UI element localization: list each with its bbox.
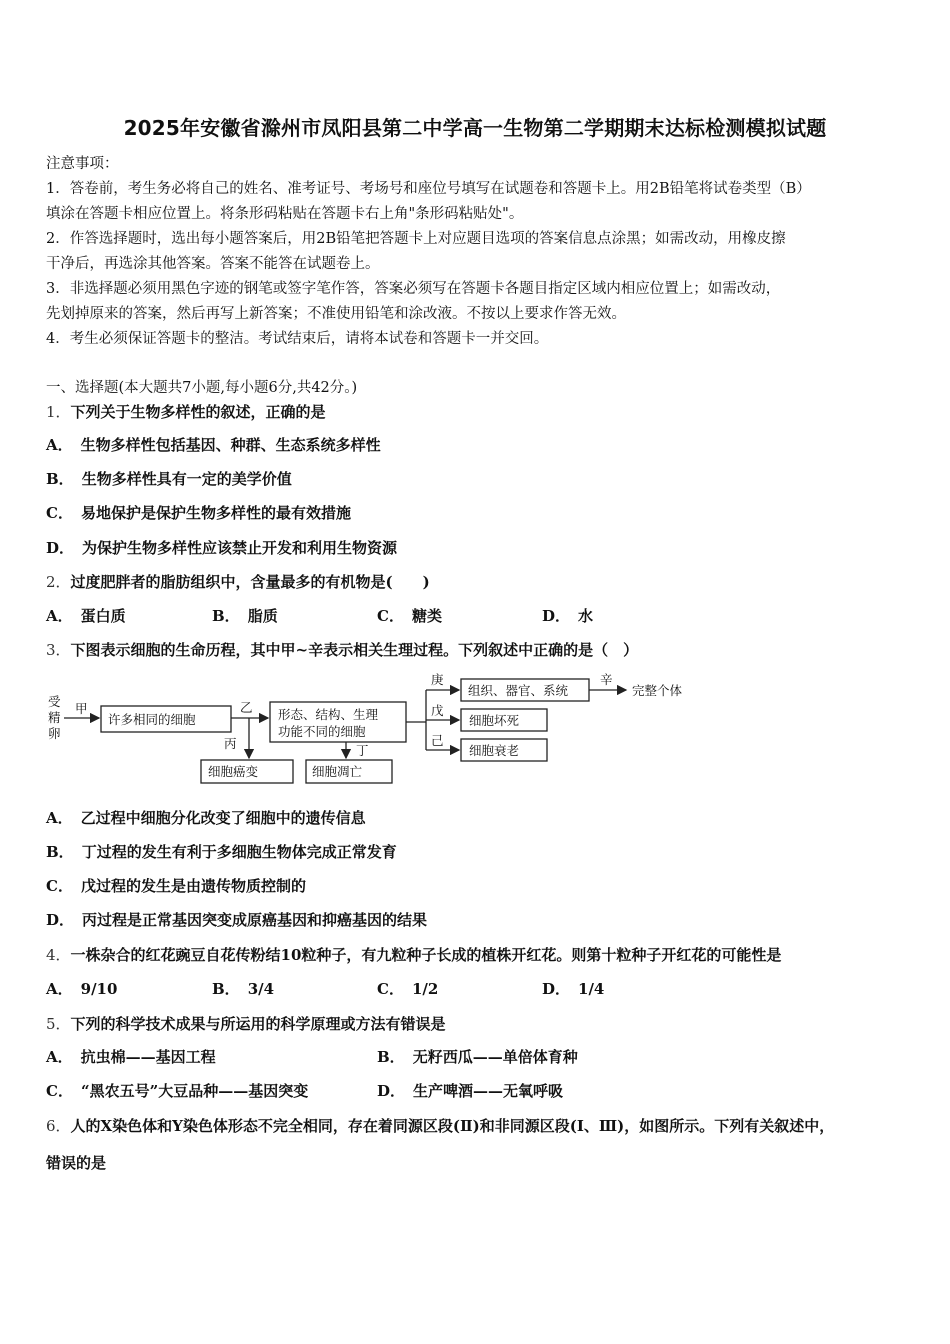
option-text: 生产啤酒——无氧呼吸 xyxy=(413,1082,564,1100)
q4-option-d[interactable] xyxy=(542,978,604,999)
option-letter: A． xyxy=(46,809,73,827)
q2-option-b[interactable] xyxy=(212,605,278,626)
cell-life-history-diagram xyxy=(44,666,724,788)
text-necrosis: 细胞坏死 xyxy=(469,713,520,728)
notice-line: 先划掉原来的答案，然后再写上新答案；不准使用铅笔和涂改液。不按以上要求作答无效。 xyxy=(46,306,626,322)
question-4-stem xyxy=(46,944,781,965)
label-jia: 甲 xyxy=(75,701,88,716)
notice-line: 1．答卷前，考生务必将自己的姓名、准考证号、考场号和座位号填写在试题卷和答题卡上。用2B铅笔将试卷类型（B） xyxy=(46,181,811,197)
label-geng: 庚 xyxy=(431,672,444,687)
option-letter: B． xyxy=(377,1048,405,1066)
option-text: 抗虫棉——基因工程 xyxy=(80,1048,216,1066)
label-wu: 戊 xyxy=(431,703,444,718)
label-ji: 己 xyxy=(431,733,444,748)
notice-line: 干净后，再选涂其他答案。答案不能答在试题卷上。 xyxy=(46,256,380,272)
q5-option-d[interactable] xyxy=(377,1080,563,1101)
question-text: 过度肥胖者的脂肪组织中，含量最多的有机物是( ) xyxy=(70,573,430,591)
notice-line: 填涂在答题卡相应位置上。将条形码粘贴在答题卡右上角"条形码粘贴处"。 xyxy=(46,206,524,222)
q3-option-b[interactable] xyxy=(46,841,397,862)
option-letter: C． xyxy=(46,877,73,895)
option-text: 无籽西瓜——单倍体育种 xyxy=(412,1048,578,1066)
option-letter: C． xyxy=(377,607,404,625)
question-text: 人的X染色体和Y染色体形态不完全相同，存在着同源区段(Ⅱ)和非同源区段(Ⅰ、Ⅲ)，如图所示。下列有关叙述中， xyxy=(70,1117,835,1135)
option-letter: A． xyxy=(46,607,73,625)
option-text: 糖类 xyxy=(411,607,442,625)
option-text: 为保护生物多样性应该禁止开发和利用生物资源 xyxy=(82,539,398,557)
q5-option-a[interactable] xyxy=(46,1046,216,1067)
question-text: 下列的科学技术成果与所运用的科学原理或方法有错误是 xyxy=(70,1015,446,1033)
text-aging: 细胞衰老 xyxy=(469,743,520,758)
option-text: 丙过程是正常基因突变成原癌基因和抑癌基因的结果 xyxy=(82,911,428,929)
option-text: 1/2 xyxy=(411,980,439,998)
question-6-stem-continued: 错误的是 xyxy=(46,1154,107,1172)
question-number: 5． xyxy=(46,1015,71,1033)
option-text: 戊过程的发生是由遗传物质控制的 xyxy=(80,877,306,895)
notice-line: 4．考生必须保证答题卡的整洁。考试结束后，请将本试卷和答题卡一并交回。 xyxy=(46,331,549,347)
q4-option-a[interactable] xyxy=(46,978,117,999)
text-same-cells: 许多相同的细胞 xyxy=(108,712,196,727)
page-title: 2025年安徽省滁州市凤阳县第二中学高一生物第二学期期末达标检测模拟试题 xyxy=(123,116,827,140)
question-number: 4． xyxy=(46,946,71,964)
q2-option-d[interactable] xyxy=(542,605,593,626)
q3-option-c[interactable] xyxy=(46,875,306,896)
text-whole: 完整个体 xyxy=(632,683,683,698)
q1-option-a[interactable] xyxy=(46,434,381,455)
option-letter: D． xyxy=(542,980,571,998)
q3-option-a[interactable] xyxy=(46,807,366,828)
option-text: 易地保护是保护生物多样性的最有效措施 xyxy=(80,504,351,522)
question-text: 一株杂合的红花豌豆自花传粉结10粒种子，有九粒种子长成的植株开红花。则第十粒种子开红花的可能性是 xyxy=(70,946,782,964)
option-letter: A． xyxy=(46,1048,73,1066)
q4-option-b[interactable] xyxy=(212,978,274,999)
option-text: 乙过程中细胞分化改变了细胞中的遗传信息 xyxy=(80,809,366,827)
option-letter: A． xyxy=(46,980,73,998)
q2-option-a[interactable] xyxy=(46,605,126,626)
question-2-stem xyxy=(46,571,430,592)
notice-line: 2．作答选择题时，选出每小题答案后，用2B铅笔把答题卡上对应题目选项的答案信息点涂黑；如需改动，用橡皮擦 xyxy=(46,231,786,247)
option-letter: D． xyxy=(377,1082,406,1100)
option-letter: B． xyxy=(46,843,74,861)
option-text: 蛋白质 xyxy=(80,607,126,625)
zygote-label-2: 精 xyxy=(48,710,61,725)
option-text: 生物多样性包括基因、种群、生态系统多样性 xyxy=(80,436,381,454)
text-diff-1: 形态、结构、生理 xyxy=(278,707,379,722)
option-letter: D． xyxy=(46,911,75,929)
option-text: “黑农五号”大豆品种——基因突变 xyxy=(80,1082,309,1100)
q5-option-b[interactable] xyxy=(377,1046,578,1067)
question-number: 2． xyxy=(46,573,71,591)
option-text: 9/10 xyxy=(80,980,118,998)
section-heading: 一、选择题(本大题共7小题,每小题6分,共42分。) xyxy=(46,380,358,396)
zygote-label-1: 受 xyxy=(48,694,61,709)
question-5-stem xyxy=(46,1013,446,1034)
q1-option-d[interactable] xyxy=(46,537,397,558)
zygote-label-3: 卵 xyxy=(48,726,61,741)
question-number: 1． xyxy=(46,403,71,421)
notice-line: 3．非选择题必须用黑色字迹的钢笔或签字笔作答，答案必须写在答题卡各题目指定区域内相应位置上；如需改动， xyxy=(46,281,781,297)
option-text: 1/4 xyxy=(578,980,605,998)
question-6-stem xyxy=(46,1115,834,1136)
q3-option-d[interactable] xyxy=(46,909,427,930)
option-letter: D． xyxy=(46,539,75,557)
option-letter: C． xyxy=(46,1082,73,1100)
question-text: 下图表示细胞的生命历程，其中甲~辛表示相关生理过程。下列叙述中正确的是（ ） xyxy=(70,641,639,659)
label-xin: 辛 xyxy=(600,672,613,687)
q1-option-c[interactable] xyxy=(46,502,351,523)
option-letter: B． xyxy=(46,470,74,488)
text-tissue: 组织、器官、系统 xyxy=(468,683,569,698)
text-cancer: 细胞癌变 xyxy=(208,764,259,779)
question-number: 3． xyxy=(46,641,71,659)
option-letter: B． xyxy=(212,607,240,625)
option-letter: A． xyxy=(46,436,73,454)
option-letter: C． xyxy=(377,980,404,998)
option-text: 水 xyxy=(578,607,594,625)
option-letter: D． xyxy=(542,607,571,625)
option-text: 脂质 xyxy=(247,607,278,625)
question-3-stem xyxy=(46,639,638,660)
q1-option-b[interactable] xyxy=(46,468,292,489)
q2-option-c[interactable] xyxy=(377,605,442,626)
notice-heading: 注意事项： xyxy=(46,156,119,172)
q5-option-c[interactable] xyxy=(46,1080,308,1101)
label-bing: 丙 xyxy=(224,736,237,751)
option-text: 丁过程的发生有利于多细胞生物体完成正常发育 xyxy=(81,843,397,861)
option-letter: B． xyxy=(212,980,240,998)
label-yi: 乙 xyxy=(240,700,253,715)
question-text: 下列关于生物多样性的叙述，正确的是 xyxy=(70,403,326,421)
option-text: 3/4 xyxy=(247,980,275,998)
text-diff-2: 功能不同的细胞 xyxy=(278,724,366,739)
label-ding: 丁 xyxy=(356,743,369,758)
option-text: 生物多样性具有一定的美学价值 xyxy=(81,470,292,488)
question-1-stem xyxy=(46,401,326,422)
text-apoptosis: 细胞凋亡 xyxy=(312,764,363,779)
option-letter: C． xyxy=(46,504,73,522)
q4-option-c[interactable] xyxy=(377,978,438,999)
question-number: 6． xyxy=(46,1117,71,1135)
